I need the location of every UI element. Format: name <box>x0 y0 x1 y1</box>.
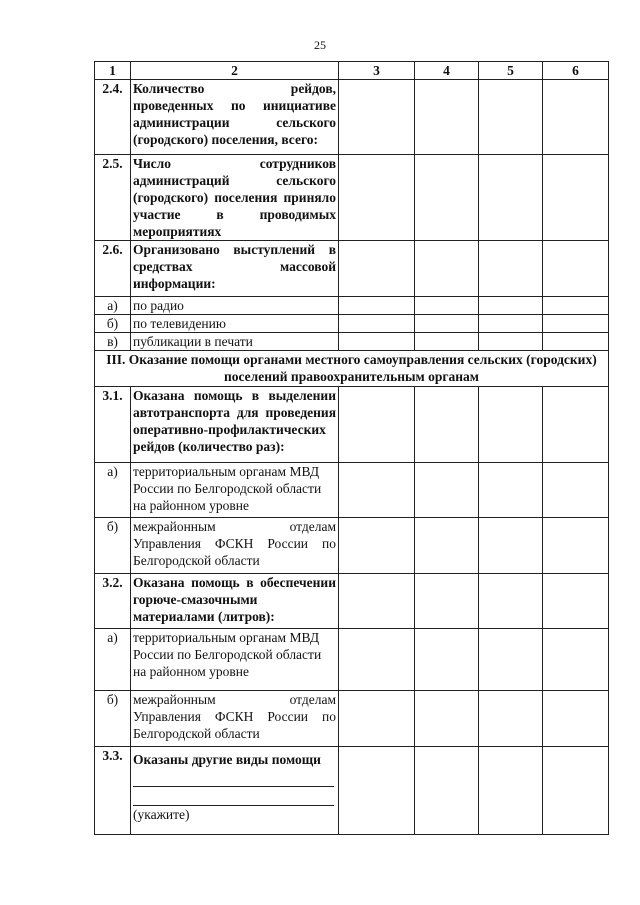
row-label: по телевидению <box>131 315 339 333</box>
input-cell[interactable] <box>415 297 479 315</box>
input-cell[interactable] <box>339 691 415 747</box>
page-number: 25 <box>314 38 326 52</box>
row-number: 3.3. <box>95 747 131 835</box>
row-label: Оказана помощь в выделении автотранспорта для проведения оперативно-профилактических рейдов (количество раз): <box>131 387 339 463</box>
input-cell[interactable] <box>415 155 479 241</box>
input-cell[interactable] <box>543 574 609 629</box>
column-header: 2 <box>131 62 339 80</box>
row-label: Число сотрудников администраций сельского (городского) поселения приняло участие в проводимых мероприятиях <box>131 155 339 241</box>
input-cell[interactable] <box>339 463 415 518</box>
table-row <box>95 297 609 315</box>
write-in-line[interactable] <box>133 791 334 806</box>
row-label: Оказаны другие виды помощи <box>133 752 321 767</box>
input-cell[interactable] <box>479 691 543 747</box>
input-cell[interactable] <box>479 155 543 241</box>
section-heading: III. Оказание помощи органами местного самоуправления сельских (городских) поселений правоохранительным органам <box>95 351 609 387</box>
input-cell[interactable] <box>339 333 415 351</box>
row-number: 2.6. <box>95 241 131 297</box>
table-row <box>95 241 609 297</box>
input-cell[interactable] <box>339 155 415 241</box>
table-row <box>95 463 609 518</box>
input-cell[interactable] <box>543 463 609 518</box>
input-cell[interactable] <box>543 691 609 747</box>
input-cell[interactable] <box>543 315 609 333</box>
input-cell[interactable] <box>339 747 415 835</box>
input-cell[interactable] <box>543 155 609 241</box>
input-cell[interactable] <box>339 629 415 691</box>
row-label: межрайонным отделам Управления ФСКН России по Белгородской области <box>131 518 339 574</box>
row-label: Оказана помощь в обеспечении горюче-смазочными материалами (литров): <box>131 574 339 629</box>
row-number: 2.5. <box>95 155 131 241</box>
input-cell[interactable] <box>415 333 479 351</box>
input-cell[interactable] <box>479 333 543 351</box>
report-form-table <box>94 61 609 835</box>
input-cell[interactable] <box>415 463 479 518</box>
row-label: Количество рейдов, проведенных по инициативе администрации сельского (городского) поселения, всего: <box>131 80 339 155</box>
row-number: а) <box>95 463 131 518</box>
input-cell[interactable] <box>543 333 609 351</box>
input-cell[interactable] <box>339 518 415 574</box>
row-label: межрайонным отделам Управления ФСКН России по Белгородской области <box>131 691 339 747</box>
table-row <box>95 629 609 691</box>
input-cell[interactable] <box>479 297 543 315</box>
section-row <box>95 351 609 387</box>
input-cell[interactable] <box>479 387 543 463</box>
input-cell[interactable] <box>479 463 543 518</box>
input-cell[interactable] <box>339 297 415 315</box>
column-header: 5 <box>479 62 543 80</box>
table-row <box>95 155 609 241</box>
row-label: Организовано выступлений в средствах массовой информации: <box>131 241 339 297</box>
input-cell[interactable] <box>479 241 543 297</box>
input-cell[interactable] <box>543 80 609 155</box>
input-cell[interactable] <box>543 387 609 463</box>
input-cell[interactable] <box>339 574 415 629</box>
row-label: по радио <box>131 297 339 315</box>
input-cell[interactable] <box>479 518 543 574</box>
row-number: 3.1. <box>95 387 131 463</box>
row-label: территориальным органам МВД России по Белгородской области на районном уровне <box>131 463 339 518</box>
table-row <box>95 574 609 629</box>
input-cell[interactable] <box>543 241 609 297</box>
input-cell[interactable] <box>415 691 479 747</box>
row-number: а) <box>95 629 131 691</box>
input-cell[interactable] <box>339 80 415 155</box>
table-row <box>95 333 609 351</box>
input-cell[interactable] <box>339 315 415 333</box>
row-number: 3.2. <box>95 574 131 629</box>
write-in-line[interactable] <box>133 772 334 787</box>
input-cell[interactable] <box>339 387 415 463</box>
row-number: б) <box>95 518 131 574</box>
input-cell[interactable] <box>479 574 543 629</box>
column-header: 1 <box>95 62 131 80</box>
row-number: 2.4. <box>95 80 131 155</box>
row-label: территориальным органам МВД России по Белгородской области на районном уровне <box>131 629 339 691</box>
row-number: б) <box>95 691 131 747</box>
table-row <box>95 387 609 463</box>
table-row <box>95 80 609 155</box>
column-header: 6 <box>543 62 609 80</box>
input-cell[interactable] <box>479 315 543 333</box>
input-cell[interactable] <box>415 315 479 333</box>
table-row <box>95 691 609 747</box>
row-label: публикации в печати <box>131 333 339 351</box>
row-number: а) <box>95 297 131 315</box>
header-row <box>95 62 609 80</box>
input-cell[interactable] <box>479 629 543 691</box>
input-cell[interactable] <box>479 747 543 835</box>
input-cell[interactable] <box>415 80 479 155</box>
table-row <box>95 315 609 333</box>
row-number: б) <box>95 315 131 333</box>
specify-note: (укажите) <box>133 807 190 822</box>
input-cell[interactable] <box>543 629 609 691</box>
input-cell[interactable] <box>415 629 479 691</box>
row-label-cell <box>131 747 339 835</box>
table-row <box>95 747 609 835</box>
input-cell[interactable] <box>543 747 609 835</box>
input-cell[interactable] <box>415 747 479 835</box>
input-cell[interactable] <box>415 518 479 574</box>
input-cell[interactable] <box>543 297 609 315</box>
input-cell[interactable] <box>415 241 479 297</box>
input-cell[interactable] <box>543 518 609 574</box>
row-number: в) <box>95 333 131 351</box>
table-row <box>95 518 609 574</box>
input-cell[interactable] <box>415 387 479 463</box>
input-cell[interactable] <box>415 574 479 629</box>
input-cell[interactable] <box>339 241 415 297</box>
column-header: 4 <box>415 62 479 80</box>
input-cell[interactable] <box>479 80 543 155</box>
column-header: 3 <box>339 62 415 80</box>
